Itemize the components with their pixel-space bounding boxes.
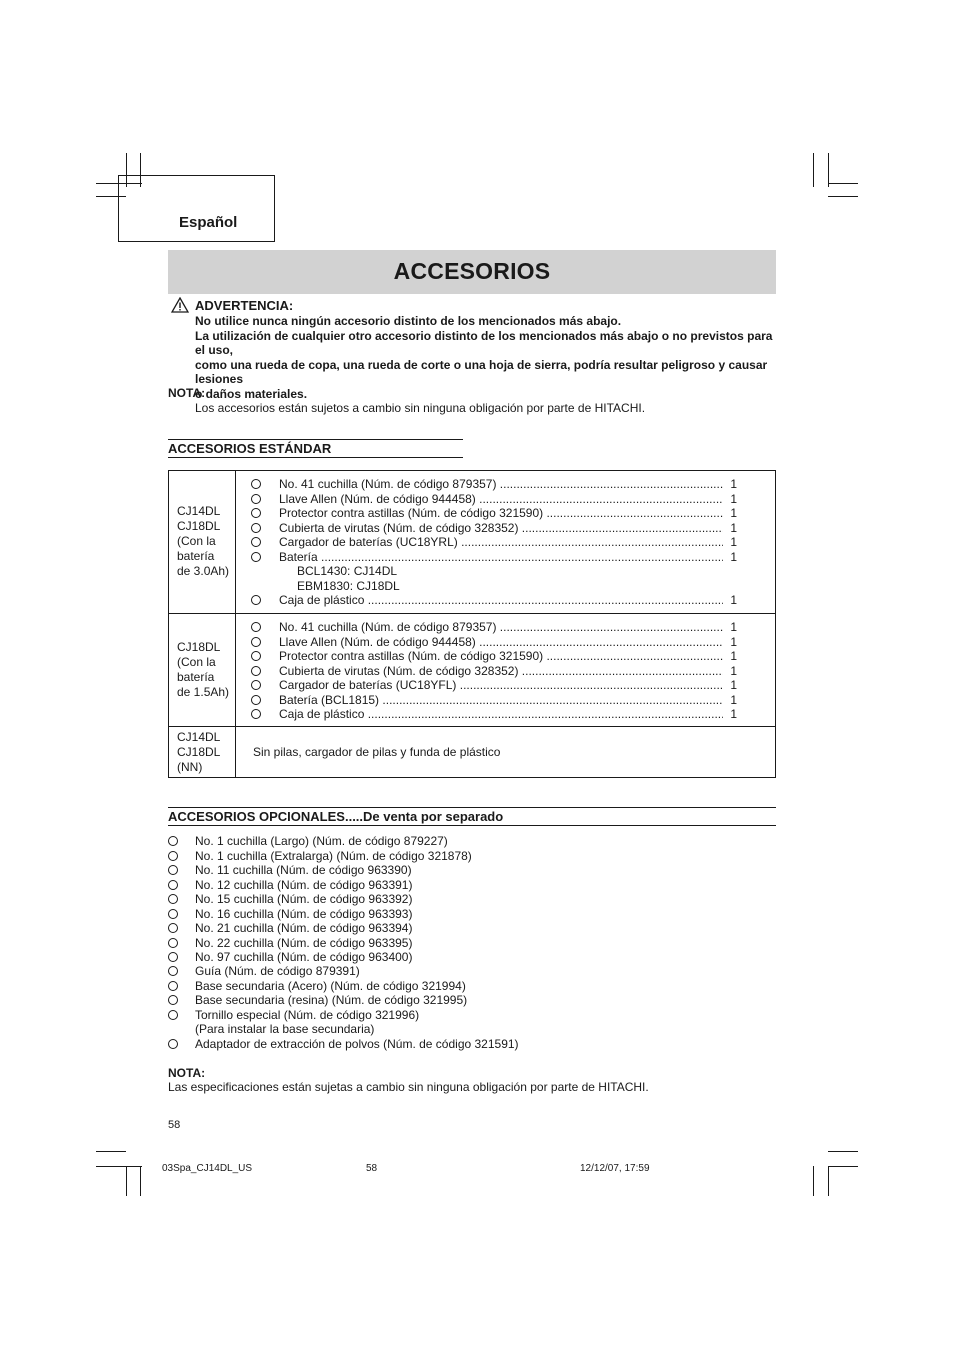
bullet-circle-icon <box>251 508 261 518</box>
bullet-circle-icon <box>168 995 178 1005</box>
warning-line: No utilice nunca ningún accesorio distinto de los mencionados más abajo. <box>195 314 622 328</box>
crop-mark <box>828 153 829 187</box>
list-item: Protector contra astillas (Núm. de código 321590) ..... 1 <box>251 649 737 664</box>
bullet-circle-icon <box>251 651 261 661</box>
model-line: (Con la <box>177 655 216 669</box>
bullet-circle-icon <box>251 680 261 690</box>
bullet-circle-icon <box>168 1039 178 1049</box>
bullet-circle-icon <box>168 880 178 890</box>
warning-line: o daños materiales. <box>195 386 308 401</box>
bullet-circle-icon <box>168 952 178 962</box>
nn-description: Sin pilas, cargador de pilas y funda de plástico <box>253 745 501 759</box>
footer-page: 58 <box>366 1163 378 1174</box>
model-line: CJ14DL <box>177 730 221 744</box>
crop-mark <box>828 1166 829 1196</box>
model-line: CJ18DL <box>177 640 221 654</box>
list-item: Caja de plástico ..... 1 <box>251 707 737 722</box>
bullet-circle-icon <box>251 709 261 719</box>
footer-file: 03Spa_CJ14DL_US <box>162 1163 253 1174</box>
optional-heading: ACCESORIOS OPCIONALES.....De venta por separado <box>168 809 504 824</box>
crop-mark <box>813 1166 814 1196</box>
list-item: Batería ..... 1 <box>251 550 737 565</box>
crop-mark <box>828 196 858 197</box>
list-item: Llave Allen (Núm. de código 944458) ..... 1 <box>251 635 737 650</box>
model-cell <box>177 730 220 775</box>
bullet-circle-icon <box>251 695 261 705</box>
bullet-circle-icon <box>168 865 178 875</box>
section-rule <box>168 457 463 458</box>
bullet-circle-icon <box>168 981 178 991</box>
nota-heading: NOTA: <box>168 1066 206 1080</box>
section-rule <box>168 439 463 440</box>
warning-line: como una rueda de copa, una rueda de corte o una hoja de sierra, podría resultar peligroso y causar lesiones <box>195 357 768 386</box>
crop-mark <box>96 1166 142 1167</box>
bullet-circle-icon <box>251 622 261 632</box>
bullet-circle-icon <box>168 966 178 976</box>
crop-mark <box>126 1166 127 1196</box>
bullet-circle-icon <box>251 479 261 489</box>
section-rule <box>168 807 776 808</box>
language-tab <box>118 175 275 242</box>
warning-heading: ADVERTENCIA: <box>195 298 294 313</box>
list-item: Cargador de baterías (UC18YFL) ..... 1 <box>251 678 737 693</box>
bullet-circle-icon <box>168 1010 178 1020</box>
crop-mark <box>828 1166 858 1167</box>
table-divider <box>169 613 775 614</box>
battery-sub-item: EBM1830: CJ18DL <box>297 579 400 593</box>
warning-line: La utilización de cualquier otro accesorio distinto de los mencionados más abajo o no previstos para el uso, <box>195 328 773 357</box>
standard-accessories-table <box>168 470 776 778</box>
crop-mark <box>140 1166 141 1196</box>
bullet-circle-icon <box>168 851 178 861</box>
model-line: de 1.5Ah) <box>177 685 230 699</box>
bullet-circle-icon <box>251 494 261 504</box>
list-item: Cargador de baterías (UC18YRL) ..... 1 <box>251 535 737 550</box>
bullet-circle-icon <box>168 923 178 933</box>
model-line: CJ14DL <box>177 504 221 518</box>
model-line: (NN) <box>177 760 203 774</box>
list-item: Cubierta de virutas (Núm. de código 328352) ..... 1 <box>251 664 737 679</box>
footer-datetime: 12/12/07, 17:59 <box>580 1163 650 1174</box>
standard-heading: ACCESORIOS ESTÁNDAR <box>168 441 332 456</box>
model-line: (Con la <box>177 534 216 548</box>
list-item: Protector contra astillas (Núm. de código 321590) ..... 1 <box>251 506 737 521</box>
page-number: 58 <box>168 1119 181 1131</box>
nota-text: Los accesorios están sujetos a cambio sin ninguna obligación por parte de HITACHI. <box>195 401 646 415</box>
bullet-circle-icon <box>251 595 261 605</box>
model-line: batería <box>177 670 215 684</box>
bullet-circle-icon <box>168 894 178 904</box>
language-label: Español <box>179 214 238 231</box>
model-cell <box>177 640 229 700</box>
model-line: CJ18DL <box>177 519 221 533</box>
nota-text: Las especificaciones están sujetas a cambio sin ninguna obligación por parte de HITACHI. <box>168 1080 649 1094</box>
bullet-circle-icon <box>251 552 261 562</box>
table-divider <box>169 726 775 727</box>
nota-heading: NOTA: <box>168 386 206 400</box>
bullet-circle-icon <box>168 938 178 948</box>
table-divider <box>235 471 236 777</box>
model-line: CJ18DL <box>177 745 221 759</box>
list-item: Caja de plástico ..... 1 <box>251 593 737 608</box>
model-line: de 3.0Ah) <box>177 564 230 578</box>
warning-body <box>195 314 780 401</box>
bullet-circle-icon <box>168 909 178 919</box>
bullet-circle-icon <box>251 666 261 676</box>
crop-mark <box>828 1151 858 1152</box>
crop-mark <box>828 183 858 184</box>
bullet-circle-icon <box>251 523 261 533</box>
bullet-circle-icon <box>251 637 261 647</box>
crop-mark <box>96 1151 126 1152</box>
bullet-circle-icon <box>251 537 261 547</box>
list-item: Cubierta de virutas (Núm. de código 328352) ..... 1 <box>251 521 737 536</box>
list-item: Batería (BCL1815) ..... 1 <box>251 693 737 708</box>
model-line: batería <box>177 549 215 563</box>
crop-mark <box>813 153 814 187</box>
list-item: No. 41 cuchilla (Núm. de código 879357) ..... 1 <box>251 477 737 492</box>
model-cell <box>177 504 229 579</box>
warning-triangle-icon <box>171 297 189 313</box>
list-item: Llave Allen (Núm. de código 944458) ..... 1 <box>251 492 737 507</box>
title-bar <box>168 250 776 294</box>
page-title: ACCESORIOS <box>393 258 551 284</box>
list-item: No. 41 cuchilla (Núm. de código 879357) ..... 1 <box>251 620 737 635</box>
section-rule <box>168 825 776 826</box>
bullet-circle-icon <box>168 836 178 846</box>
battery-sub-item: BCL1430: CJ14DL <box>297 564 398 578</box>
